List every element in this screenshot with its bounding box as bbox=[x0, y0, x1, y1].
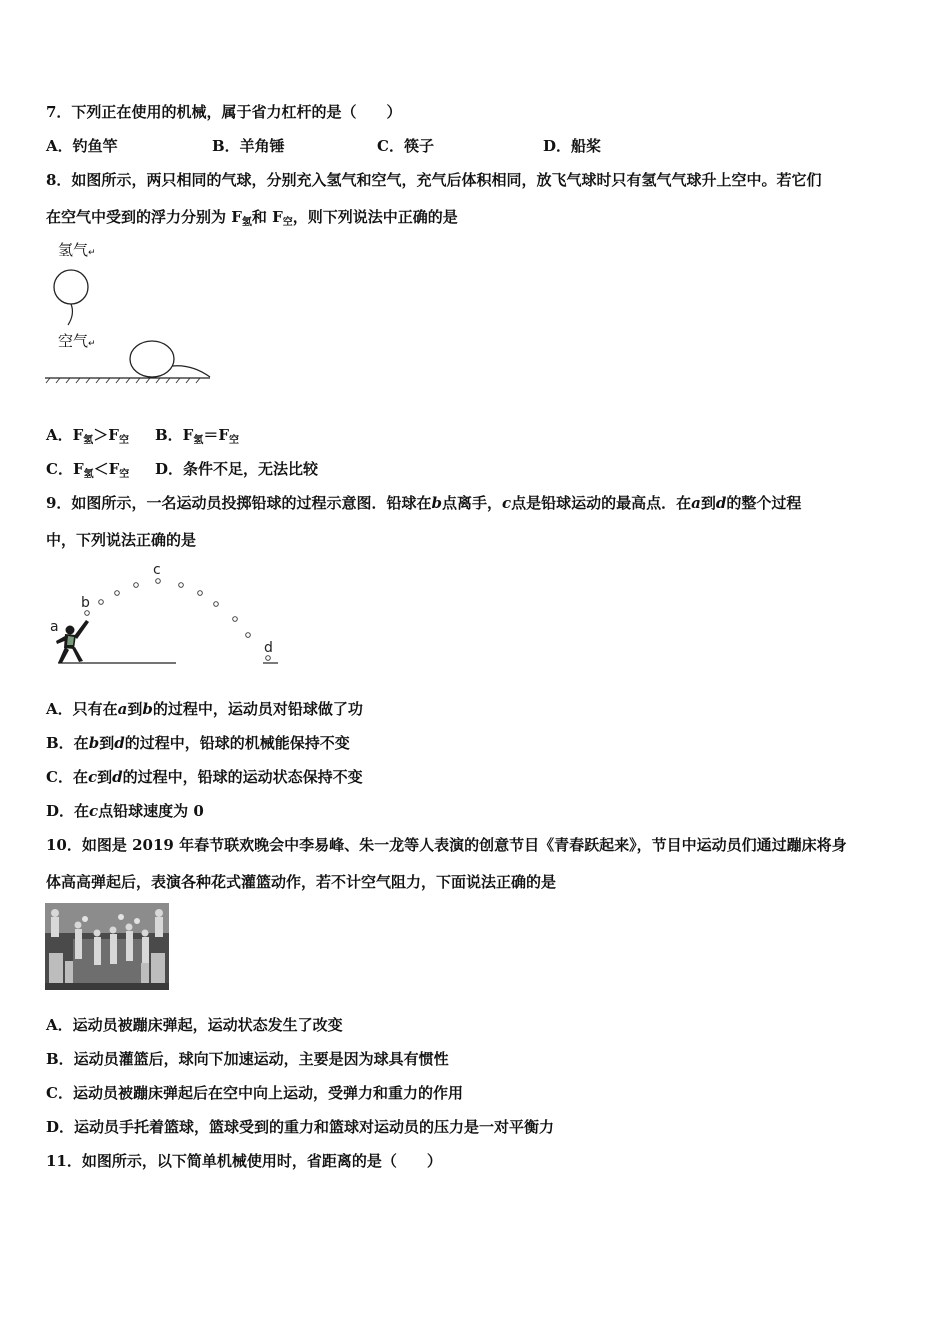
q8-option-c: C．$F_氢<F_空$ bbox=[46, 460, 130, 480]
q8-option-a: A．$F_氢>F_空$ bbox=[46, 426, 129, 446]
q9-option-c: C．在c到d的过程中，铅球的运动状态保持不变 bbox=[46, 768, 363, 786]
q8-stem-line1: 8．如图所示，两只相同的气球，分别充入氢气和空气，充气后体积相同，放飞气球时只有氢气气球升上空中。若它们 bbox=[46, 171, 822, 189]
q10-option-a: A．运动员被蹦床弹起，运动状态发生了改变 bbox=[46, 1016, 343, 1034]
q9-option-a: A．只有在a到b的过程中，运动员对铅球做了功 bbox=[46, 700, 363, 718]
point-d-label: d bbox=[264, 640, 273, 656]
balloon-drawing bbox=[42, 236, 217, 386]
q10-stem-line2: 体高高弹起后，表演各种花式灌篮动作，若不计空气阻力，下面说法正确的是 bbox=[46, 873, 557, 891]
q10-stem-line1: 10．如图是 2019 年春节联欢晚会中李易峰、朱一龙等人表演的创意节目《青春跃起来》，节目中运动员们通过蹦床将身 bbox=[46, 836, 847, 854]
q7-option-d: D．船桨 bbox=[543, 137, 602, 155]
point-a-label: a bbox=[50, 619, 59, 635]
ground-hatching bbox=[46, 378, 200, 383]
air-label: 空气↵ bbox=[58, 332, 96, 350]
q11-stem: 11．如图所示，以下简单机械使用时，省距离的是（ ） bbox=[46, 1152, 442, 1170]
q7-option-b: B．羊角锤 bbox=[212, 137, 285, 155]
hydrogen-balloon bbox=[54, 270, 88, 304]
shot-put-drawing bbox=[46, 562, 286, 668]
q8-option-b: B．$F_氢=F_空$ bbox=[155, 426, 239, 446]
q9-stem-line1: 9．如图所示，一名运动员投掷铅球的过程示意图．铅球在b点离手，c点是铅球运动的最高点．在a到d的整个过程 bbox=[46, 494, 802, 512]
athlete-shirt bbox=[67, 636, 74, 645]
point-b-label: b bbox=[81, 595, 90, 611]
hydrogen-label: 氢气↵ bbox=[58, 241, 96, 259]
performance-photo bbox=[45, 903, 169, 990]
balloon-figure bbox=[42, 236, 217, 386]
hydrogen-balloon-string bbox=[68, 304, 72, 325]
trajectory-dots bbox=[85, 579, 271, 661]
air-balloon bbox=[130, 341, 174, 377]
performance-photo-drawing bbox=[45, 903, 169, 990]
q10-option-c: C．运动员被蹦床弹起后在空中向上运动，受弹力和重力的作用 bbox=[46, 1084, 463, 1102]
q7-option-a: A．钓鱼竿 bbox=[46, 137, 118, 155]
q9-stem-line2: 中，下列说法正确的是 bbox=[46, 531, 197, 549]
point-c-label: c bbox=[153, 562, 161, 578]
q7-stem: 7．下列正在使用的机械，属于省力杠杆的是（ ） bbox=[46, 103, 402, 121]
q10-option-b: B．运动员灌篮后，球向下加速运动，主要是因为球具有惯性 bbox=[46, 1050, 449, 1068]
shot-put-figure bbox=[46, 562, 286, 668]
q9-option-d: D．在c点铅球速度为 0 bbox=[46, 802, 204, 820]
q8-option-d: D．条件不足，无法比较 bbox=[155, 460, 319, 478]
q8-stem-line2: 在空气中受到的浮力分别为 $F_氢$和 $F_空$，则下列说法中正确的是 bbox=[46, 208, 458, 228]
air-balloon-string bbox=[172, 366, 210, 377]
q10-option-d: D．运动员手托着篮球，篮球受到的重力和篮球对运动员的压力是一对平衡力 bbox=[46, 1118, 555, 1136]
q7-option-c: C．筷子 bbox=[377, 137, 434, 155]
q9-option-b: B．在b到d的过程中，铅球的机械能保持不变 bbox=[46, 734, 350, 752]
